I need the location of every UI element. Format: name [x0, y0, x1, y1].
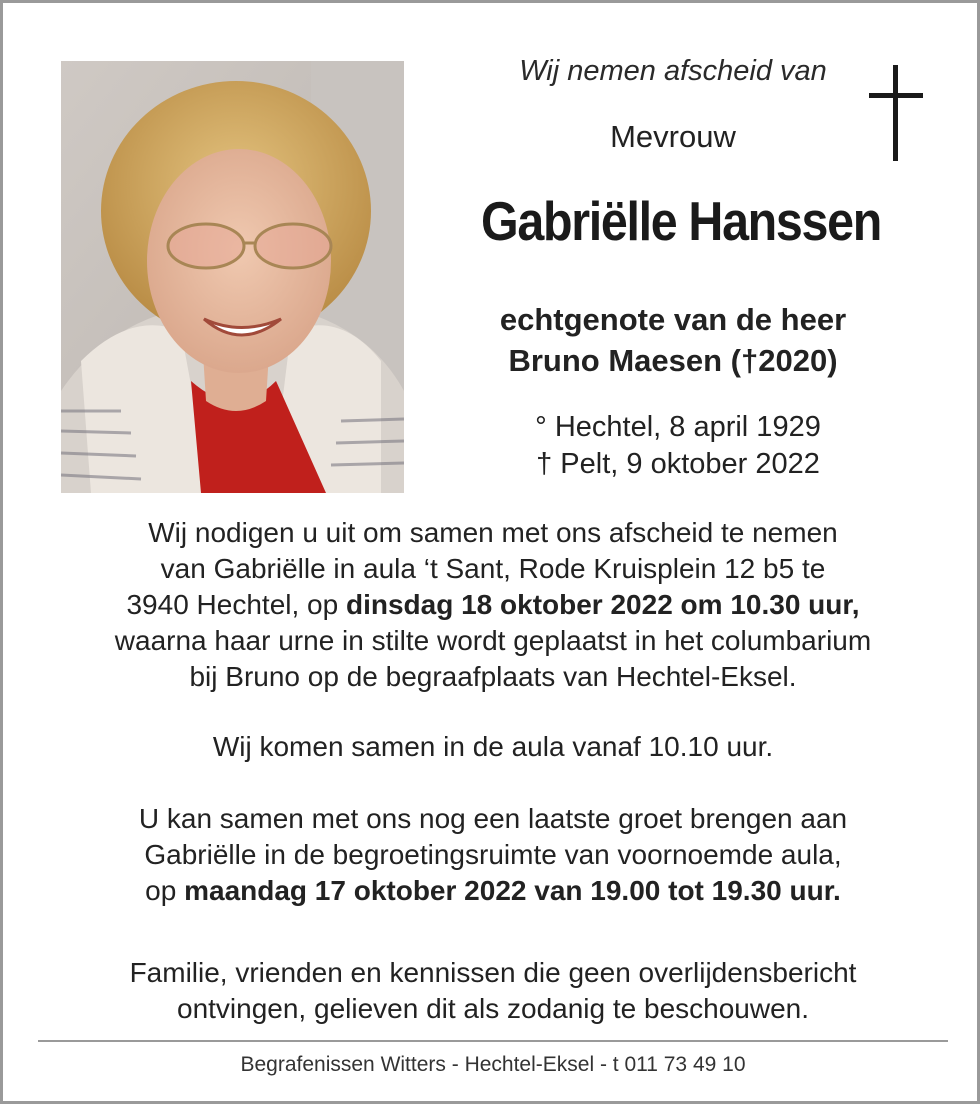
birth-date: ° Hechtel, 8 april 1929 [535, 411, 821, 443]
intro-text: Wij nemen afscheid van [519, 55, 827, 87]
ceremony-line-3 [33, 587, 953, 623]
ceremony-line-5: bij Bruno op de begraafplaats van Hechtel-Eksel. [189, 661, 797, 692]
ceremony-line-1: Wij nodigen u uit om samen met ons afscheid te nemen [148, 517, 838, 548]
farewell-line-3-text: op [145, 875, 185, 906]
ceremony-datetime: dinsdag 18 oktober 2022 om 10.30 uur, [345, 589, 860, 620]
ceremony-line-3-text: 3940 Hechtel, op [126, 589, 346, 620]
farewell-line-2: Gabriëlle in de begroetingsruimte van voornoemde aula, [144, 839, 842, 870]
farewell-paragraph [33, 801, 953, 909]
death-date: † Pelt, 9 oktober 2022 [536, 448, 820, 480]
gathering-paragraph: Wij komen samen in de aula vanaf 10.10 uur. [212, 731, 774, 762]
portrait-illustration [61, 61, 404, 493]
deceased-name: Gabriëlle Hanssen [481, 190, 881, 252]
spouse-block [433, 299, 913, 381]
notice-line-2: ontvingen, gelieven dit als zodanig te beschouwen. [177, 993, 809, 1024]
spouse-line-2: Bruno Maesen (†2020) [508, 343, 838, 378]
title-text: Mevrouw [610, 119, 736, 154]
notice-paragraph [33, 955, 953, 1027]
ceremony-line-4: waarna haar urne in stilte wordt geplaatst in het columbarium [114, 625, 872, 656]
funeral-home-footer: Begrafenissen Witters - Hechtel-Eksel - t 011 73 49 10 [240, 1053, 746, 1076]
footer-divider [38, 1040, 948, 1042]
farewell-datetime: maandag 17 oktober 2022 van 19.00 tot 19.30 uur. [184, 875, 841, 906]
notice-line-1: Familie, vrienden en kennissen die geen overlijdensbericht [129, 957, 857, 988]
farewell-line-1: U kan samen met ons nog een laatste groet brengen aan [138, 803, 848, 834]
ceremony-line-2: van Gabriëlle in aula ‘t Sant, Rode Kruisplein 12 b5 te [160, 553, 826, 584]
ceremony-paragraph [33, 515, 953, 695]
cross-icon [867, 63, 927, 163]
dates-block [473, 409, 883, 483]
portrait-photo [61, 61, 404, 493]
farewell-line-3 [33, 873, 953, 909]
spouse-line-1: echtgenote van de heer [499, 302, 847, 337]
